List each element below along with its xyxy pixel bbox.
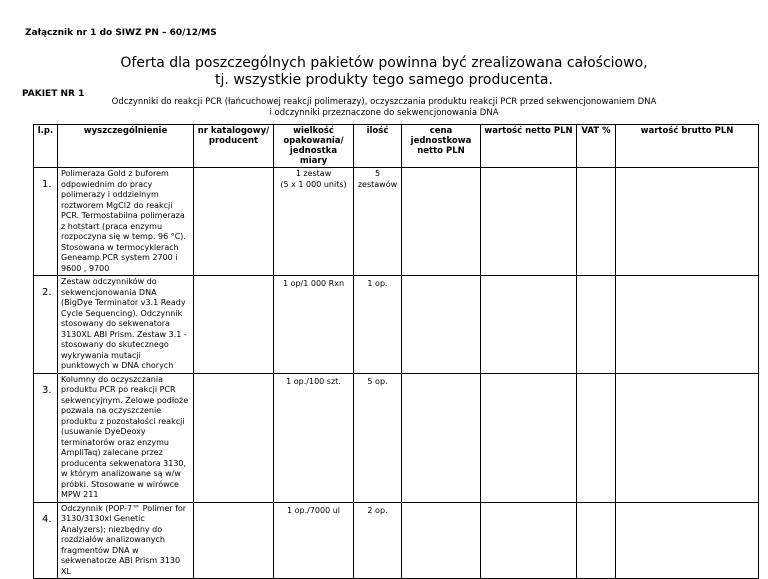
- header-net: wartość netto PLN: [481, 125, 577, 168]
- row-qty-line-1: 1 op.: [367, 279, 388, 288]
- row-unit-line-1: 1 zestaw: [295, 169, 332, 178]
- row-price-cell[interactable]: [402, 168, 481, 276]
- row-unit: [274, 502, 354, 579]
- header-qty: ilość: [354, 125, 402, 168]
- row-qty: [354, 276, 402, 374]
- table-header-row: [34, 125, 759, 168]
- row-vat-cell[interactable]: [577, 373, 616, 502]
- row-gross-cell[interactable]: [616, 373, 759, 502]
- row-name: Odczynnik (POP-7™ Polimer for 3130/3130xl Genetic Analyzers); niezbędny do rozdziałów analizowanych fragmentów DNA w sekwenatorze ABI Prism 3130 XL: [58, 502, 194, 579]
- header-gross: wartość brutto PLN: [616, 125, 759, 168]
- header-unit: wielkość opakowania/ jednostka miary: [274, 125, 354, 168]
- row-vat-cell[interactable]: [577, 276, 616, 374]
- row-qty-line-2: zestawów: [357, 179, 398, 189]
- table-row: [34, 373, 759, 502]
- row-catalog-cell[interactable]: [194, 168, 274, 276]
- row-net-cell[interactable]: [481, 373, 577, 502]
- row-name: Kolumny do oczyszczania produktu PCR po reakcji PCR sekwencyjnym. Żelowe podłoże pozwala na oczyszczenie produktu z pozostałości reakcji (usuwanie DyeDeoxy terminatorów oraz enzymu AmpliTaq) zalecane przez producenta sekwenatora 3130, w którym analizowane są w/w próbki. Stosowane w wirówce MPW 211: [58, 373, 194, 502]
- row-gross-cell[interactable]: [616, 276, 759, 374]
- row-net-cell[interactable]: [481, 502, 577, 579]
- row-price-cell[interactable]: [402, 502, 481, 579]
- row-lp: 4.: [34, 502, 58, 579]
- row-qty: [354, 502, 402, 579]
- package-desc-line-1: Odczynniki do reakcji PCR (łańcuchowej reakcji polimerazy), oczyszczania produktu reakcji PCR przed sekwencjonowaniem DNA: [111, 97, 657, 107]
- header-lp: l.p.: [34, 125, 58, 168]
- row-qty: [354, 373, 402, 502]
- page-title: [0, 55, 768, 89]
- header-vat: VAT %: [577, 125, 616, 168]
- header-price: cena jednostkowa netto PLN: [402, 125, 481, 168]
- row-name: Polimeraza Gold z buforem odpowiednim do pracy polimerazy i oddzielnym roztworem MgCl2 do reakcji PCR. Termostabilna polimeraza z hotstart (praca enzymu rozpoczyna się w temp. 96 °C). Stosowana w termocyklerach Geneamp PCR system 2700 i 9600 , 9700: [58, 168, 194, 276]
- attachment-header: Załącznik nr 1 do SIWZ PN – 60/12/MS: [25, 28, 217, 38]
- row-unit-line-1: 1 op./7000 ul: [286, 505, 341, 515]
- row-unit-line-2: (5 x 1 000 units): [280, 179, 347, 189]
- row-unit-line-1: 1 op/1 000 Rxn: [282, 279, 345, 288]
- row-gross-cell[interactable]: [616, 168, 759, 276]
- offer-table: [33, 124, 759, 579]
- row-net-cell[interactable]: [481, 276, 577, 374]
- header-catalog: nr katalogowy/ producent: [194, 125, 274, 168]
- package-desc-line-2: i odczynniki przeznaczone do sekwencjonowania DNA: [269, 108, 499, 118]
- row-gross-cell[interactable]: [616, 502, 759, 579]
- row-qty-line-1: 5: [374, 169, 381, 178]
- row-lp: 3.: [34, 373, 58, 502]
- row-vat-cell[interactable]: [577, 502, 616, 579]
- row-qty-line-1: 2 op.: [367, 505, 388, 515]
- table-row: [34, 168, 759, 276]
- table-row: [34, 276, 759, 374]
- row-lp: 2.: [34, 276, 58, 374]
- table-row: [34, 502, 759, 579]
- row-lp: 1.: [34, 168, 58, 276]
- row-vat-cell[interactable]: [577, 168, 616, 276]
- row-unit: [274, 276, 354, 374]
- row-unit: [274, 373, 354, 502]
- row-unit-line-1: 1 op./100 szt.: [286, 376, 341, 386]
- row-catalog-cell[interactable]: [194, 276, 274, 374]
- row-price-cell[interactable]: [402, 276, 481, 374]
- row-net-cell[interactable]: [481, 168, 577, 276]
- row-qty-line-1: 5 op.: [367, 376, 388, 386]
- row-catalog-cell[interactable]: [194, 373, 274, 502]
- header-name: wyszczególnienie: [58, 125, 194, 168]
- row-price-cell[interactable]: [402, 373, 481, 502]
- row-qty: [354, 168, 402, 276]
- row-catalog-cell[interactable]: [194, 502, 274, 579]
- row-name: Zestaw odczynników do sekwencjonowania DNA (BigDye Terminator v3.1 Ready Cycle Sequencing). Odczynnik stosowany do sekwenatora 3130XL ABI Prism. Zestaw 3.1 - stosowany do skutecznego wykrywania mutacji punktowych w DNA chorych: [58, 276, 194, 374]
- row-unit: [274, 168, 354, 276]
- package-description: [0, 97, 768, 119]
- title-line-1: Oferta dla poszczególnych pakietów powinna być zrealizowana całościowo,: [120, 55, 648, 71]
- package-label: PAKIET NR 1: [22, 89, 85, 99]
- title-line-2: tj. wszystkie produkty tego samego producenta.: [215, 72, 553, 88]
